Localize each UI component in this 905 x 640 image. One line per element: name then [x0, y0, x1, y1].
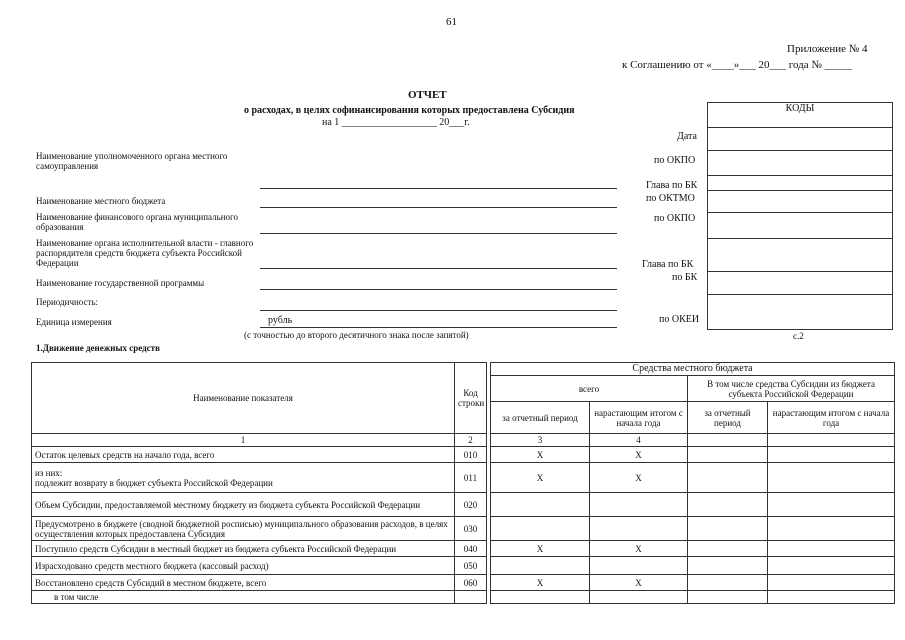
col-number-1: 1: [32, 434, 455, 447]
row-name: из них: подлежит возврату в бюджет субъекта Российской Федерации: [32, 463, 455, 493]
row-col3[interactable]: X: [491, 463, 590, 493]
code-cell-glava[interactable]: [708, 176, 892, 191]
row-col5[interactable]: [688, 591, 768, 604]
codes-box: [707, 102, 893, 330]
table-row: [32, 517, 895, 541]
header-local-budget: Средства местного бюджета: [491, 363, 895, 376]
row-col6[interactable]: [768, 447, 895, 463]
row-col4[interactable]: X: [590, 541, 688, 557]
label-okei: по ОКЕИ: [659, 314, 700, 325]
code-cell-glava-2[interactable]: [708, 239, 892, 272]
table-row: [32, 541, 895, 557]
label-glava-bk: Глава по БК: [646, 180, 698, 191]
row-col6[interactable]: [768, 541, 895, 557]
row-name: в том числе: [32, 591, 455, 604]
col-number-3: 3: [491, 434, 590, 447]
field-label-finance-body: Наименование финансового органа муниципального образования: [36, 212, 238, 232]
row-col5[interactable]: [688, 557, 768, 575]
code-cell-oktmo[interactable]: [708, 191, 892, 213]
label-date: Дата: [677, 131, 697, 142]
table-row: [32, 575, 895, 591]
page-reference: с.2: [793, 331, 804, 341]
row-col3[interactable]: [491, 517, 590, 541]
row-col3[interactable]: [491, 591, 590, 604]
row-name: Остаток целевых средств на начало года, всего: [32, 447, 455, 463]
field-label-periodicity: Периодичность:: [36, 297, 99, 307]
label-oktmo: по ОКТМО: [646, 193, 695, 204]
label-bk: по БК: [672, 272, 698, 283]
header-row-code: Код строки: [455, 363, 487, 434]
header-total-period: за отчетный период: [491, 402, 590, 434]
row-col4[interactable]: [590, 517, 688, 541]
row-code: 050: [455, 557, 487, 575]
header-indicator-name: Наименование показателя: [32, 363, 455, 434]
code-cell-okpo[interactable]: [708, 151, 892, 176]
row-col6[interactable]: [768, 591, 895, 604]
row-col3[interactable]: X: [491, 575, 590, 591]
row-col5[interactable]: [688, 493, 768, 517]
code-cell-bk[interactable]: [708, 272, 892, 295]
field-line-executive-body[interactable]: [260, 268, 617, 269]
row-col5[interactable]: [688, 575, 768, 591]
row-code: 040: [455, 541, 487, 557]
cash-flow-table: [31, 362, 895, 604]
field-line-authority[interactable]: [260, 188, 617, 189]
row-code: 010: [455, 447, 487, 463]
col-number-2: 2: [455, 434, 487, 447]
row-code: 011: [455, 463, 487, 493]
header-subsidy-period: за отчетный период: [688, 402, 768, 434]
row-col6[interactable]: [768, 517, 895, 541]
report-subtitle: о расходах, в целях софинансирования которых предоставлена Субсидия: [244, 105, 575, 116]
row-code: [455, 591, 487, 604]
report-date-line: на 1 ___________________ 20___г.: [322, 117, 470, 128]
row-col3[interactable]: [491, 493, 590, 517]
header-total: всего: [491, 376, 688, 402]
row-col5[interactable]: [688, 517, 768, 541]
row-col3[interactable]: [491, 557, 590, 575]
row-col4[interactable]: X: [590, 575, 688, 591]
row-col4[interactable]: X: [590, 447, 688, 463]
row-col6[interactable]: [768, 557, 895, 575]
field-label-unit: Единица измерения: [36, 317, 112, 327]
row-col4[interactable]: [590, 493, 688, 517]
label-okpo-2: по ОКПО: [654, 213, 696, 224]
row-name: Восстановлено средств Субсидий в местном бюджете, всего: [32, 575, 455, 591]
field-line-finance-body[interactable]: [260, 233, 617, 234]
code-cell-date[interactable]: [708, 128, 892, 151]
table-row: [32, 591, 895, 604]
row-col3[interactable]: X: [491, 541, 590, 557]
row-code: 030: [455, 517, 487, 541]
agreement-reference: к Соглашению от «____»___ 20___ года № _____: [622, 59, 853, 71]
label-okpo: по ОКПО: [654, 155, 696, 166]
row-name: Израсходовано средств местного бюджета (кассовый расход): [32, 557, 455, 575]
unit-note: (с точностью до второго десятичного знака после запятой): [244, 330, 469, 340]
header-subsidy-cumulative: нарастающим итогом с начала года: [768, 402, 895, 434]
row-col3[interactable]: X: [491, 447, 590, 463]
label-glava-bk-2: Глава по БК: [642, 259, 694, 270]
header-total-cumulative: нарастающим итогом с начала года: [590, 402, 688, 434]
unit-value: рубль: [268, 315, 293, 326]
table-row: [32, 463, 895, 493]
field-label-executive-body: Наименование органа исполнительной власти - главного распорядителя средств бюджета субъекта Российской Федерации: [36, 238, 254, 268]
table-row: [32, 557, 895, 575]
row-col4[interactable]: X: [590, 463, 688, 493]
report-title: ОТЧЕТ: [408, 89, 447, 101]
row-col5[interactable]: [688, 541, 768, 557]
row-code: 060: [455, 575, 487, 591]
row-col4[interactable]: [590, 557, 688, 575]
codes-header: КОДЫ: [708, 103, 892, 128]
row-name: Объем Субсидии, предоставляемой местному бюджету из бюджета субъекта Российской Федерации: [32, 493, 455, 517]
table-row: [32, 493, 895, 517]
row-name: Поступило средств Субсидии в местный бюджет из бюджета субъекта Российской Федерации: [32, 541, 455, 557]
row-col6[interactable]: [768, 463, 895, 493]
page-number: 61: [446, 16, 457, 28]
row-name: Предусмотрено в бюджете (сводной бюджетной росписью) муниципального образования расходов, в целях осуществления которых предоставлена Субсидия: [32, 517, 455, 541]
row-col5[interactable]: [688, 463, 768, 493]
row-col6[interactable]: [768, 493, 895, 517]
row-col5[interactable]: [688, 447, 768, 463]
row-col4[interactable]: [590, 591, 688, 604]
field-line-periodicity[interactable]: [260, 310, 617, 311]
field-line-unit: [260, 327, 617, 328]
col-number-4: 4: [590, 434, 688, 447]
row-col6[interactable]: [768, 575, 895, 591]
code-cell-okei[interactable]: [708, 295, 892, 315]
field-line-budget[interactable]: [260, 207, 617, 208]
field-line-program[interactable]: [260, 289, 617, 290]
field-label-authority: Наименование уполномоченного органа местного самоуправления: [36, 151, 228, 171]
header-subsidy: В том числе средства Субсидии из бюджета субъекта Российской Федерации: [688, 376, 895, 402]
code-cell-okpo-2[interactable]: [708, 213, 892, 239]
row-code: 020: [455, 493, 487, 517]
table-row: [32, 447, 895, 463]
field-label-program: Наименование государственной программы: [36, 278, 205, 288]
field-label-budget: Наименование местного бюджета: [36, 196, 166, 206]
section-title: 1.Движение денежных средств: [36, 343, 160, 353]
appendix-label: Приложение № 4: [787, 43, 868, 55]
